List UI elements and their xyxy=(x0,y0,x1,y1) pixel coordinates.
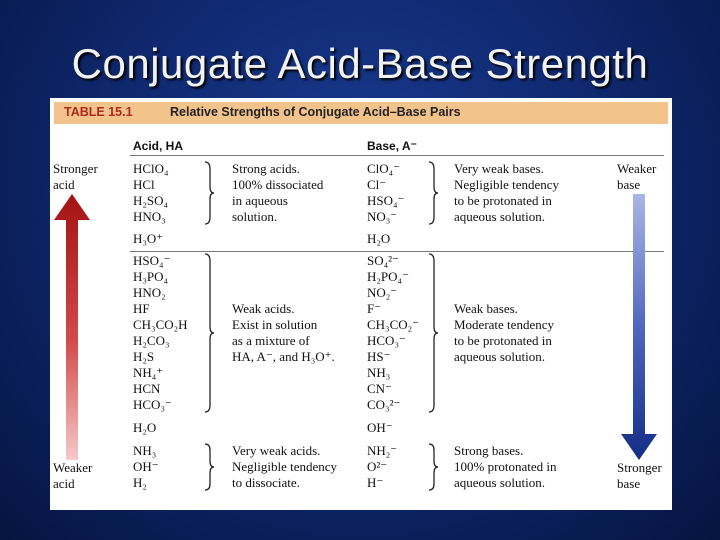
slide-title: Conjugate Acid-Base Strength xyxy=(71,40,649,87)
base-strength-arrow-icon xyxy=(621,194,657,460)
weaker-acid-label: Weaker acid xyxy=(53,460,93,491)
stronger-base-label: Stronger base xyxy=(617,460,662,491)
acid-cell: OH⁻ xyxy=(133,459,159,474)
brace-icon xyxy=(202,253,216,413)
weak-bases-note: Weak bases. Moderate tendency to be protonated in aqueous solution. xyxy=(454,301,554,364)
base-column-header: Base, A⁻ xyxy=(367,139,417,153)
acid-cell: HCO₃⁻ xyxy=(133,397,172,412)
base-cell: SO₄²⁻ xyxy=(367,253,399,268)
base-cell: NO₂⁻ xyxy=(367,285,398,300)
acid-cell: HNO₃ xyxy=(133,209,166,224)
acid-cell: H₂ xyxy=(133,475,147,490)
base-cell: CN⁻ xyxy=(367,381,392,396)
brace-icon xyxy=(426,443,440,491)
acid-cell: NH₄⁺ xyxy=(133,365,164,380)
very-weak-bases-note: Very weak bases. Negligible tendency to be protonated in aqueous solution. xyxy=(454,161,560,224)
table-header-band xyxy=(54,102,668,124)
acid-cell: H₃PO₄ xyxy=(133,269,169,284)
acid-cell: HSO₄⁻ xyxy=(133,253,171,268)
base-cell: CH₃CO₂⁻ xyxy=(367,317,420,332)
table-caption: Relative Strengths of Conjugate Acid–Base Pairs xyxy=(170,105,461,119)
base-cell: HS⁻ xyxy=(367,349,391,364)
table-panel xyxy=(50,98,672,510)
strong-bases-note: Strong bases. 100% protonated in aqueous solution. xyxy=(454,443,557,490)
row-rule xyxy=(130,251,664,252)
brace-icon xyxy=(426,253,440,413)
acid-cell: HClO₄ xyxy=(133,161,169,176)
base-cell: CO₃²⁻ xyxy=(367,397,401,412)
base-cell: H₂O xyxy=(367,231,391,246)
acid-cell: H₂CO₃ xyxy=(133,333,170,348)
base-cell: HSO₄⁻ xyxy=(367,193,405,208)
base-cell: NH₃ xyxy=(367,365,391,380)
base-cell: NO₃⁻ xyxy=(367,209,398,224)
brace-icon xyxy=(202,161,216,225)
acid-cell: CH₃CO₂H xyxy=(133,317,188,332)
brace-icon xyxy=(426,161,440,225)
acid-cell: HF xyxy=(133,301,150,316)
strong-acids-note: Strong acids. 100% dissociated in aqueous solution. xyxy=(232,161,324,224)
base-cell: F⁻ xyxy=(367,301,382,316)
base-cell: Cl⁻ xyxy=(367,177,387,192)
acid-cell: H₂S xyxy=(133,349,155,364)
acid-cell: H₂SO₄ xyxy=(133,193,169,208)
base-cell: NH₂⁻ xyxy=(367,443,398,458)
table-number: TABLE 15.1 xyxy=(64,105,133,119)
acid-cell: H₃O⁺ xyxy=(133,231,164,246)
acid-strength-arrow-icon xyxy=(54,194,90,460)
acid-cell: HCl xyxy=(133,177,155,192)
base-cell: H₂PO₄⁻ xyxy=(367,269,409,284)
acid-cell: H₂O xyxy=(133,420,157,435)
base-cell: HCO₃⁻ xyxy=(367,333,406,348)
weak-acids-note: Weak acids. Exist in solution as a mixture of HA, A⁻, and H₃O⁺. xyxy=(232,301,335,364)
acid-column-header: Acid, HA xyxy=(133,139,184,153)
acid-cell: NH₃ xyxy=(133,443,157,458)
weaker-base-label: Weaker base xyxy=(617,161,657,192)
base-cell: O²⁻ xyxy=(367,459,388,474)
stronger-acid-label: Stronger acid xyxy=(53,161,98,192)
acid-cell: HCN xyxy=(133,381,161,396)
header-rule xyxy=(130,155,664,156)
base-cell: ClO₄⁻ xyxy=(367,161,401,176)
very-weak-acids-note: Very weak acids. Negligible tendency to dissociate. xyxy=(232,443,338,490)
base-cell: OH⁻ xyxy=(367,420,393,435)
acid-cell: HNO₂ xyxy=(133,285,166,300)
brace-icon xyxy=(202,443,216,491)
base-cell: H⁻ xyxy=(367,475,384,490)
